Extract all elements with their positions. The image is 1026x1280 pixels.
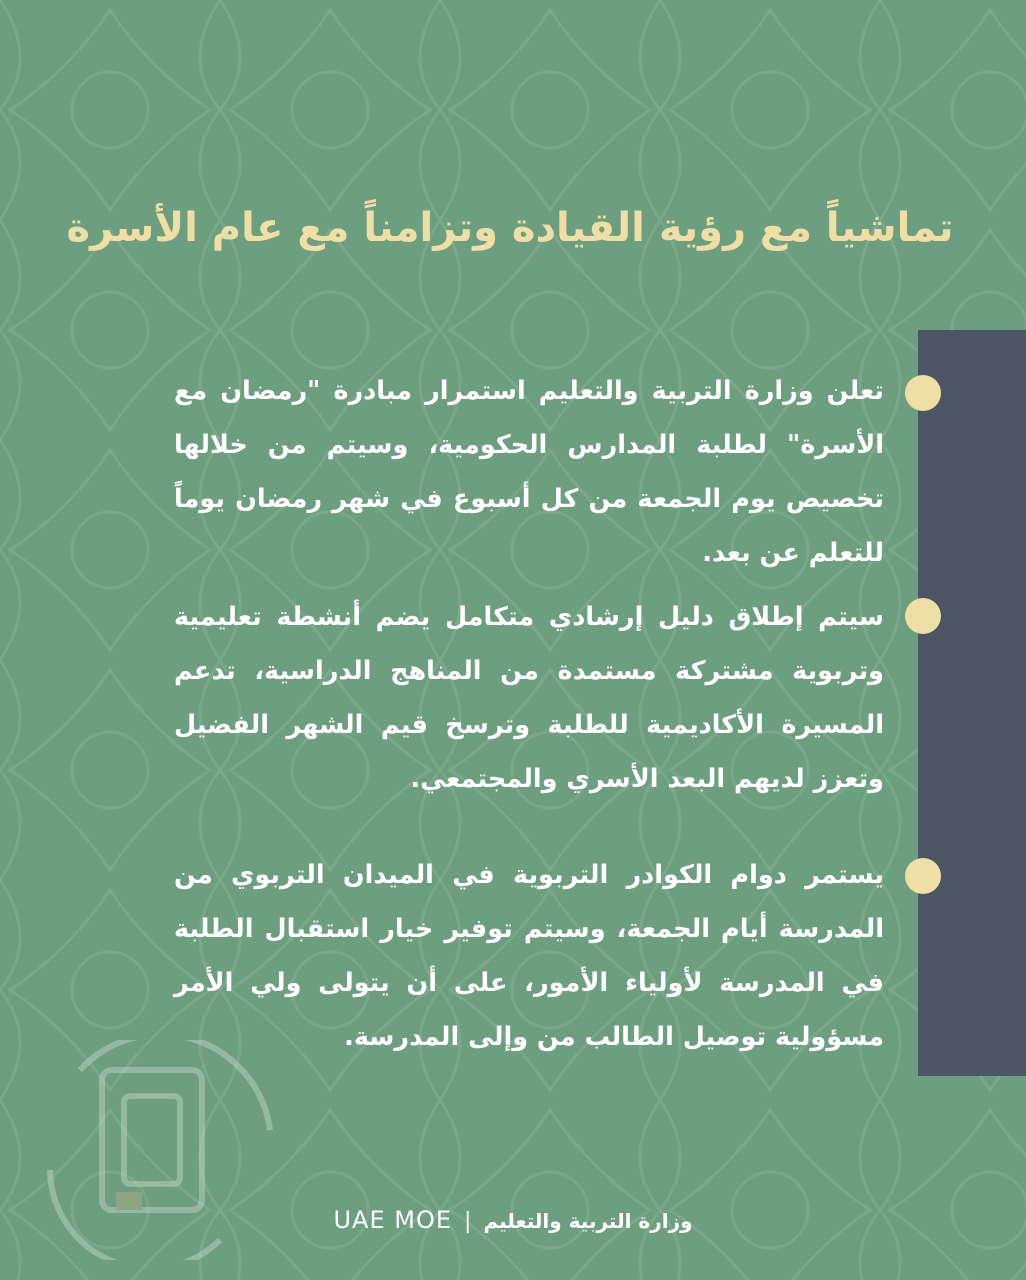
point-2: سيتم إطلاق دليل إرشادي متكامل يضم أنشطة تعليمية وتربوية مشتركة مستمدة من المناهج الدراسية، تدعم المسيرة الأكاديمية للطلبة وترسخ قيم الشهر الفضيل وتعزز لديهم البعد الأسري والمجتمعي. <box>174 602 884 794</box>
page-title: تماشياً مع رؤية القيادة وتزامناً مع عام الأسرة <box>66 205 954 251</box>
bullet-icon <box>905 375 941 411</box>
footer-separator: | <box>464 1209 472 1234</box>
bullet-icon <box>905 858 941 894</box>
point-3: يستمر دوام الكوادر التربوية في الميدان التربوي من المدرسة أيام الجمعة، وسيتم توفير خيار استقبال الطلبة في المدرسة لأولياء الأمور، على أن يتولى ولي الأمر مسؤولية توصيل الطالب من وإلى المدرسة. <box>174 860 884 1052</box>
footer-org-en: UAE MOE <box>333 1206 453 1234</box>
footer-org-ar: وزارة التربية والتعليم <box>483 1209 693 1233</box>
bullet-icon <box>905 598 941 634</box>
side-band <box>918 330 1026 1076</box>
footer <box>0 1200 1026 1242</box>
point-1: تعلن وزارة التربية والتعليم استمرار مبادرة "رمضان مع الأسرة" لطلبة المدارس الحكومية، وسيتم من خلالها تخصيص يوم الجمعة من كل أسبوع في شهر رمضان يوماً للتعلم عن بعد. <box>174 376 884 568</box>
